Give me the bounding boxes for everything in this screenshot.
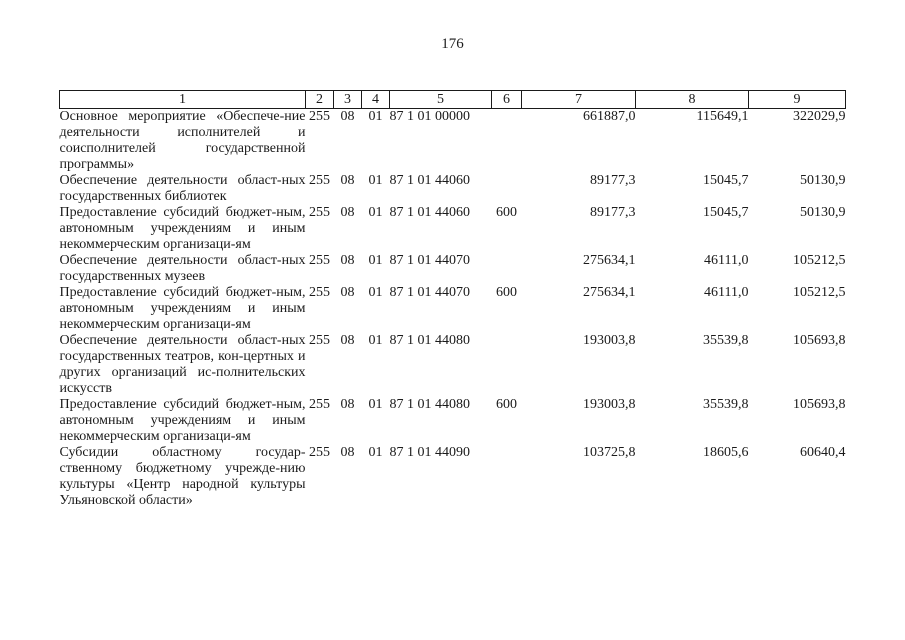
cell-col5: 87 1 01 44080 xyxy=(389,397,470,412)
cell-col2: 255 xyxy=(309,253,330,268)
cell-col7: 661887,0 xyxy=(583,109,636,124)
cell-col9: 105693,8 xyxy=(793,333,846,348)
budget-table xyxy=(59,90,846,509)
row-description: Обеспечение деятельности област-ных государственных библиотек xyxy=(59,173,306,204)
cell-col5: 87 1 01 44060 xyxy=(389,173,470,188)
cell-col6: 600 xyxy=(496,205,517,220)
cell-col3: 08 xyxy=(340,445,355,460)
cell-col3: 08 xyxy=(340,333,355,348)
cell-col2: 255 xyxy=(309,205,330,220)
cell-col9: 105693,8 xyxy=(793,397,846,412)
cell-col7: 89177,3 xyxy=(590,205,636,220)
table-row xyxy=(60,109,846,174)
header-row xyxy=(60,91,846,109)
column-header: 3 xyxy=(334,91,362,109)
column-header: 5 xyxy=(390,91,492,109)
cell-col9: 322029,9 xyxy=(793,109,846,124)
cell-col7: 193003,8 xyxy=(583,333,636,348)
cell-col8: 35539,8 xyxy=(703,397,749,412)
table-row xyxy=(60,173,846,205)
cell-col5: 87 1 01 44070 xyxy=(389,285,470,300)
cell-col8: 18605,6 xyxy=(703,445,749,460)
cell-col6 xyxy=(492,253,522,285)
cell-col9: 105212,5 xyxy=(793,285,846,300)
cell-col6: 600 xyxy=(496,285,517,300)
table-row xyxy=(60,333,846,397)
cell-col4: 01 xyxy=(368,333,383,348)
cell-col2: 255 xyxy=(309,445,330,460)
cell-col4: 01 xyxy=(368,205,383,220)
cell-col8: 35539,8 xyxy=(703,333,749,348)
table-row xyxy=(60,205,846,253)
cell-col8: 115649,1 xyxy=(696,109,749,124)
cell-col7: 193003,8 xyxy=(583,397,636,412)
cell-col2: 255 xyxy=(309,109,330,124)
cell-col9: 105212,5 xyxy=(793,253,846,268)
cell-col7: 275634,1 xyxy=(583,285,636,300)
cell-col8: 46111,0 xyxy=(704,253,749,268)
cell-col8: 46111,0 xyxy=(704,285,749,300)
cell-col6 xyxy=(492,109,522,174)
cell-col4: 01 xyxy=(368,253,383,268)
cell-col9: 60640,4 xyxy=(800,445,846,460)
column-header: 1 xyxy=(60,91,306,109)
cell-col3: 08 xyxy=(340,173,355,188)
table-row xyxy=(60,397,846,445)
column-header: 9 xyxy=(749,91,846,109)
column-header: 2 xyxy=(306,91,334,109)
column-header: 4 xyxy=(362,91,390,109)
cell-col5: 87 1 01 44070 xyxy=(389,253,470,268)
cell-col9: 50130,9 xyxy=(800,205,846,220)
cell-col4: 01 xyxy=(368,173,383,188)
cell-col4: 01 xyxy=(368,285,383,300)
cell-col4: 01 xyxy=(368,109,383,124)
cell-col2: 255 xyxy=(309,173,330,188)
cell-col2: 255 xyxy=(309,397,330,412)
cell-col4: 01 xyxy=(368,445,383,460)
column-header: 7 xyxy=(522,91,636,109)
cell-col8: 15045,7 xyxy=(703,173,749,188)
cell-col7: 89177,3 xyxy=(590,173,636,188)
column-header: 8 xyxy=(636,91,749,109)
cell-col3: 08 xyxy=(340,109,355,124)
cell-col5: 87 1 01 00000 xyxy=(389,109,470,124)
cell-col7: 275634,1 xyxy=(583,253,636,268)
page-number: 176 xyxy=(441,36,464,52)
cell-col6: 600 xyxy=(496,397,517,412)
table-row xyxy=(60,445,846,509)
cell-col6 xyxy=(492,445,522,509)
row-description: Предоставление субсидий бюджет-ным, автономным учреждениям и иным некоммерческим организаци-ям xyxy=(59,205,306,252)
cell-col5: 87 1 01 44060 xyxy=(389,205,470,220)
cell-col3: 08 xyxy=(340,397,355,412)
column-header: 6 xyxy=(492,91,522,109)
cell-col2: 255 xyxy=(309,285,330,300)
cell-col5: 87 1 01 44090 xyxy=(389,445,470,460)
table-row xyxy=(60,285,846,333)
row-description: Предоставление субсидий бюджет-ным, автономным учреждениям и иным некоммерческим организаци-ям xyxy=(59,397,306,444)
table-row xyxy=(60,253,846,285)
cell-col8: 15045,7 xyxy=(703,205,749,220)
row-description: Обеспечение деятельности област-ных государственных музеев xyxy=(59,253,306,284)
cell-col3: 08 xyxy=(340,253,355,268)
cell-col2: 255 xyxy=(309,333,330,348)
row-description: Обеспечение деятельности област-ных государственных театров, кон-цертных и других организаций ис-полнительских искусств xyxy=(59,333,306,396)
cell-col6 xyxy=(492,333,522,397)
cell-col6 xyxy=(492,173,522,205)
row-description: Предоставление субсидий бюджет-ным, автономным учреждениям и иным некоммерческим организаци-ям xyxy=(59,285,306,332)
row-description: Субсидии областному государ-ственному бюджетному учрежде-нию культуры «Центр народной культуры Ульяновской области» xyxy=(59,445,306,508)
row-description: Основное мероприятие «Обеспече-ние деятельности исполнителей и соисполнителей государственной программы» xyxy=(59,109,306,172)
cell-col5: 87 1 01 44080 xyxy=(389,333,470,348)
cell-col3: 08 xyxy=(340,285,355,300)
cell-col4: 01 xyxy=(368,397,383,412)
cell-col7: 103725,8 xyxy=(583,445,636,460)
cell-col9: 50130,9 xyxy=(800,173,846,188)
cell-col3: 08 xyxy=(340,205,355,220)
